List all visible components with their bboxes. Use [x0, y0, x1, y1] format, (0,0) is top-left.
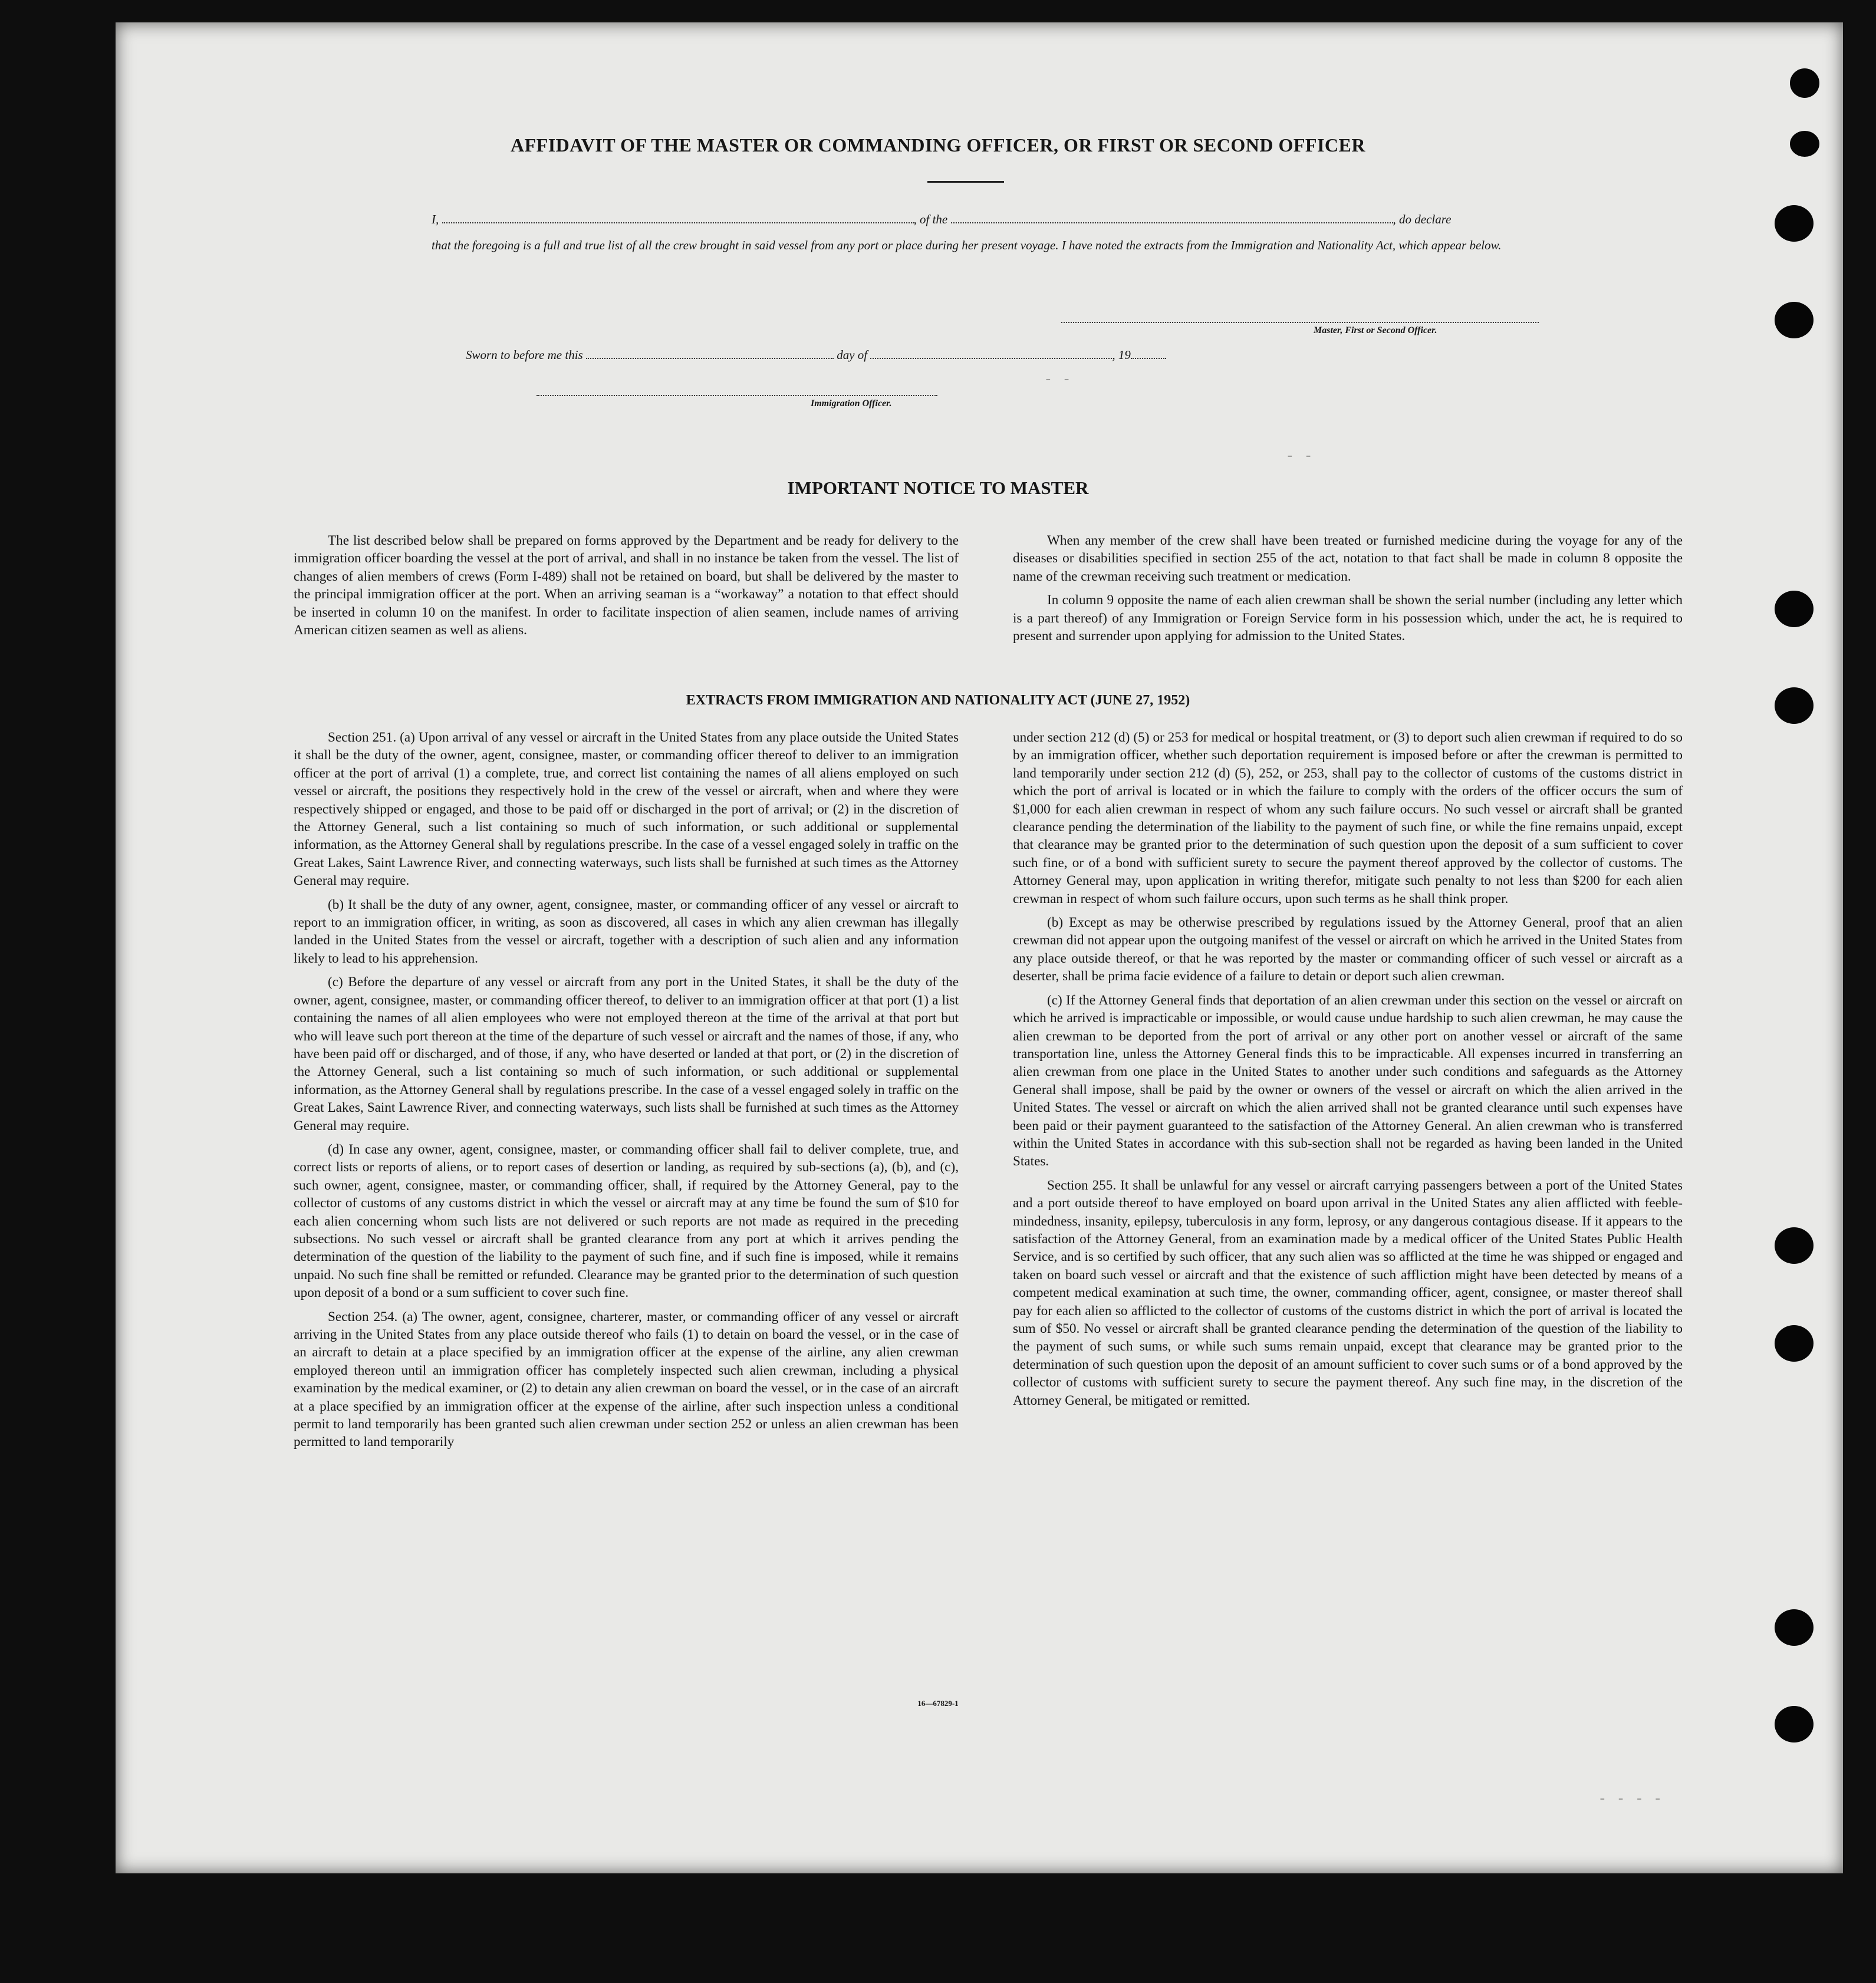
- declaration-line-1: [432, 206, 1540, 232]
- punch-hole-8: [1775, 1325, 1814, 1362]
- extracts-title: EXTRACTS FROM IMMIGRATION AND NATIONALITY ACT (JUNE 27, 1952): [686, 693, 1190, 708]
- sworn-line: [466, 342, 1291, 368]
- officer-signature-label: Immigration Officer.: [811, 398, 892, 409]
- section-paragraph: (c) Before the departure of any vessel or aircraft from any port in the United States, it shall be the duty of the owner, agent, consignee, master, or commanding officer thereof, to deliver to an immigration officer at that port (1) a list containing the names of all alien employees who were not employed thereon at the time of the arrival at that port but who will leave such port thereon at the time of the departure of such vessel or aircraft and the names of those, if any, who have been paid off or discharged, and of those, if any, who have deserted or landed at that port, or (2) in the discretion of the Attorney General, such a list containing so much of such information, or such additional or supplemental information, as the Attorney General shall by regulations prescribe. In the case of a vessel engaged solely in traffic on the Great Lakes, Saint Lawrence River, and connecting waterways, such lists shall be furnished at such times as the Attorney General may require.: [294, 974, 959, 1134]
- master-signature-label: Master, First or Second Officer.: [1314, 325, 1437, 335]
- section-paragraph: Section 254. (a) The owner, agent, consignee, charterer, master, or commanding officer of any vessel or aircraft arriving in the United States from any place outside thereof who fails (1) to detain on board the vessel, or in the case of an aircraft to detain at a place specified by an immigration officer at the expense of the airline, any alien crewman employed thereon until an immigration officer has completely inspected such alien crewman, including a physical examination by the medical examiner, or (2) to detain any alien crewman on board the vessel, or in the case of an aircraft at a place specified by an immigration officer at the expense of the airline, after such inspection unless a conditional permit to land temporarily has been granted such alien crewman under section 252 or unless an alien crewman has been permitted to land temporarily: [294, 1309, 959, 1450]
- extracts-right-column: [1013, 729, 1683, 1415]
- notice-title: IMPORTANT NOTICE TO MASTER: [787, 477, 1089, 498]
- punch-hole-5: [1775, 591, 1814, 627]
- punch-hole-1: [1790, 68, 1819, 98]
- year-label: , 19: [1112, 348, 1131, 362]
- section-paragraph: (b) Except as may be otherwise prescribed by regulations issued by the Attorney General, proof that an alien crewman did not appear upon the outgoing manifest of the vessel or aircraft on which he arrived in the United States from any place outside thereof, or that he was reported by the master or commanding officer of such vessel or aircraft as a deserter, shall be prima facie evidence of a failure to detain or deport such alien crewman.: [1013, 915, 1683, 984]
- section-paragraph: (c) If the Attorney General finds that deportation of an alien crewman under this section on the vessel or aircraft on which he arrived is impracticable or impossible, or would cause undue hardship to such alien crewman, he may cause the alien crewman to be deported from the port of arrival or any other port on another vessel or aircraft of the same transportation line, unless the Attorney General finds this to be impracticable. All expenses incurred in transferring an alien crewman from one place in the United States to another under such conditions and safeguards as the Attorney General shall impose, shall be paid by the owner or owners of the vessel or aircraft on which the alien arrived in the United States. The vessel or aircraft on which the alien arrived shall not be granted clearance until such expenses have been paid or their payment guaranteed to the satisfaction of the Attorney General. An alien crewman who is transferred within the United States in accordance with this sub-section shall not be regarded as having been landed in the United States.: [1013, 992, 1683, 1170]
- bleed-through-mark: - - - -: [1598, 1790, 1663, 1807]
- officer-signature-line[interactable]: [537, 394, 937, 396]
- extracts-left-column: [294, 729, 959, 1457]
- notice-paragraph: In column 9 opposite the name of each alien crewman shall be shown the serial number (including any letter which is a part thereof) of any Immigration or Foreign Service form in his possession which, under the act, he is required to present and surrender upon applying for admission to the United States.: [1013, 592, 1683, 644]
- punch-hole-10: [1775, 1706, 1814, 1742]
- affidavit-title: AFFIDAVIT OF THE MASTER OR COMMANDING OFFICER, OR FIRST OR SECOND OFFICER: [511, 134, 1365, 156]
- bleed-through-mark: - -: [1285, 447, 1313, 465]
- notice-paragraph: When any member of the crew shall have been treated or furnished medicine during the voyage for any of the diseases or disabilities specified in section 255 of the act, notation to that fact shall be made in column 8 opposite the name of the crewman receiving such treatment or medication.: [1013, 533, 1683, 584]
- do-declare-label: , do declare: [1393, 212, 1452, 226]
- notice-left-column: [294, 532, 959, 645]
- title-rule: [927, 181, 1004, 183]
- punch-hole-9: [1775, 1609, 1814, 1646]
- sworn-year-field[interactable]: [1131, 347, 1166, 359]
- notice-paragraph: The list described below shall be prepared on forms approved by the Department and be ready for delivery to the immigration officer boarding the vessel at the port of arrival, and shall in no instance be taken from the vessel. The list of changes of alien members of crews (Form I-489) shall not be retained on board, but shall be delivered by the master to the principal immigration officer at the port. When an arriving seaman is a “workaway” a notation to that effect should be inserted in column 10 on the manifest. In order to facilitate inspection of alien seamen, include names of arriving American citizen seamen as well as aliens.: [294, 533, 959, 638]
- sworn-month-field[interactable]: [870, 347, 1112, 359]
- punch-hole-3: [1775, 205, 1814, 242]
- name-field[interactable]: [442, 212, 914, 223]
- vessel-field[interactable]: [951, 212, 1393, 223]
- notice-right-column: [1013, 532, 1683, 651]
- section-paragraph: Section 251. (a) Upon arrival of any vessel or aircraft in the United States from any place outside the United States it shall be the duty of the owner, agent, consignee, master, or commanding officer thereof to deliver to an immigration officer at the port of arrival (1) a complete, true, and correct list containing the names of all aliens employed on such vessel or aircraft, the positions they respectively hold in the crew of the vessel or aircraft, when and where they were respectively shipped or engaged, and those to be paid off or discharged in the port of arrival; or (2) in the discretion of the Attorney General, such a list containing so much of such information, or such additional or supplemental information, as the Attorney General shall by regulations prescribe. In the case of a vessel engaged solely in traffic on the Great Lakes, Saint Lawrence River, and connecting waterways, such lists shall be furnished at such times as the Attorney General may require.: [294, 730, 959, 889]
- section-continuation: under section 212 (d) (5) or 253 for medical or hospital treatment, or (3) to deport such alien crewman if required to do so by an immigration officer, whether such deportation requirement is imposed before or after the crewman is permitted to land temporarily under section 212 (d) (5), 252, or 253, shall pay to the collector of customs of the customs district in which the port of arrival is located or in which the failure to comply with the orders of the officer occurs the sum of $1,000 for each alien crewman in respect of whom any such failure occurs. No such vessel or aircraft shall be granted clearance pending the determination of the liability to the payment of such fine, or while the fine remains unpaid, except that clearance may be granted prior to the determination of such question upon the deposit of a sum sufficient to cover such fine, or of a bond with sufficient surety to secure the payment thereof approved by the collector of customs. The Attorney General may, upon application in writing therefor, mitigate such penalty to not less than $200 for each alien crewman in respect of whom such failure occurs, upon such terms as he shall think proper.: [1013, 730, 1683, 907]
- of-the-label: , of the: [913, 212, 948, 226]
- punch-hole-7: [1775, 1227, 1814, 1264]
- section-paragraph: (d) In case any owner, agent, consignee, master, or commanding officer shall fail to deliver complete, true, and correct lists or reports of aliens, or to report cases of desertion or landing, as required by sub-sections (a), (b), and (c), such owner, agent, consignee, master, or commanding officer, shall, if required by the Attorney General, pay to the collector of customs of any customs district in which the vessel or aircraft may at any time be found the sum of $10 for each alien concerning whom such lists are not delivered or such reports are not made as required in the preceding subsections. No such vessel or aircraft shall be granted clearance from any port at which it arrives pending the determination of the question of the liability to the payment of such fine, and if such fine is imposed, while it remains unpaid. No such fine shall be remitted or refunded. Clearance may be granted prior to the determination of such question upon deposit of a bond or a sum sufficient to cover such fine.: [294, 1141, 959, 1301]
- punch-hole-4: [1775, 302, 1814, 338]
- declaration-text: that the foregoing is a full and true list of all the crew brought in said vessel from any port or place during her present voyage. I have noted the extracts from the Immigration and Nationality Act, which appear below.: [432, 238, 1502, 252]
- declaration-block: [432, 206, 1540, 258]
- master-signature-line[interactable]: [1061, 321, 1539, 323]
- sworn-day-field[interactable]: [586, 347, 834, 359]
- form-code: 16—67829-1: [917, 1699, 959, 1708]
- bleed-through-mark: - -: [1044, 370, 1071, 388]
- section-paragraph: (b) It shall be the duty of any owner, agent, consignee, master, or commanding officer of any vessel or aircraft to report to an immigration officer, in writing, as soon as discovered, all cases in which any alien crewman has illegally landed in the United States from the vessel or aircraft, together with a description of such alien and any information likely to lead to his apprehension.: [294, 897, 959, 966]
- sworn-label: Sworn to before me this: [466, 348, 583, 362]
- section-paragraph: Section 255. It shall be unlawful for any vessel or aircraft carrying passengers between a port of the United States and a port outside thereof to have employed on board upon arrival in the United States any alien afflicted with feeble-mindedness, insanity, epilepsy, tuberculosis in any form, leprosy, or any dangerous contagious disease. If it appears to the satisfaction of the Attorney General, from an examination made by a medical officer of the United States Public Health Service, and is so certified by such officer, that any such alien was so afflicted at the time he was shipped or engaged and taken on board such vessel or aircraft and that the existence of such affliction might have been detected by means of a competent medical examination at such time, the owner, commanding officer, agent, consignee, or master thereof shall pay for each alien so afflicted to the collector of customs of the customs district in which the port of arrival is located the sum of $50. No vessel or aircraft shall be granted clearance pending the determination of the question of the liability to the payment of such sums, or while such sums remain unpaid, except that clearance may be granted prior to the determination of such question upon the deposit of an amount sufficient to cover such sums or of a bond approved by the collector of customs with sufficient surety to secure the payment thereof. Any such fine may, in the discretion of the Attorney General, be mitigated or remitted.: [1013, 1177, 1683, 1408]
- i-label: I,: [432, 212, 439, 226]
- day-of-label: day of: [837, 348, 868, 362]
